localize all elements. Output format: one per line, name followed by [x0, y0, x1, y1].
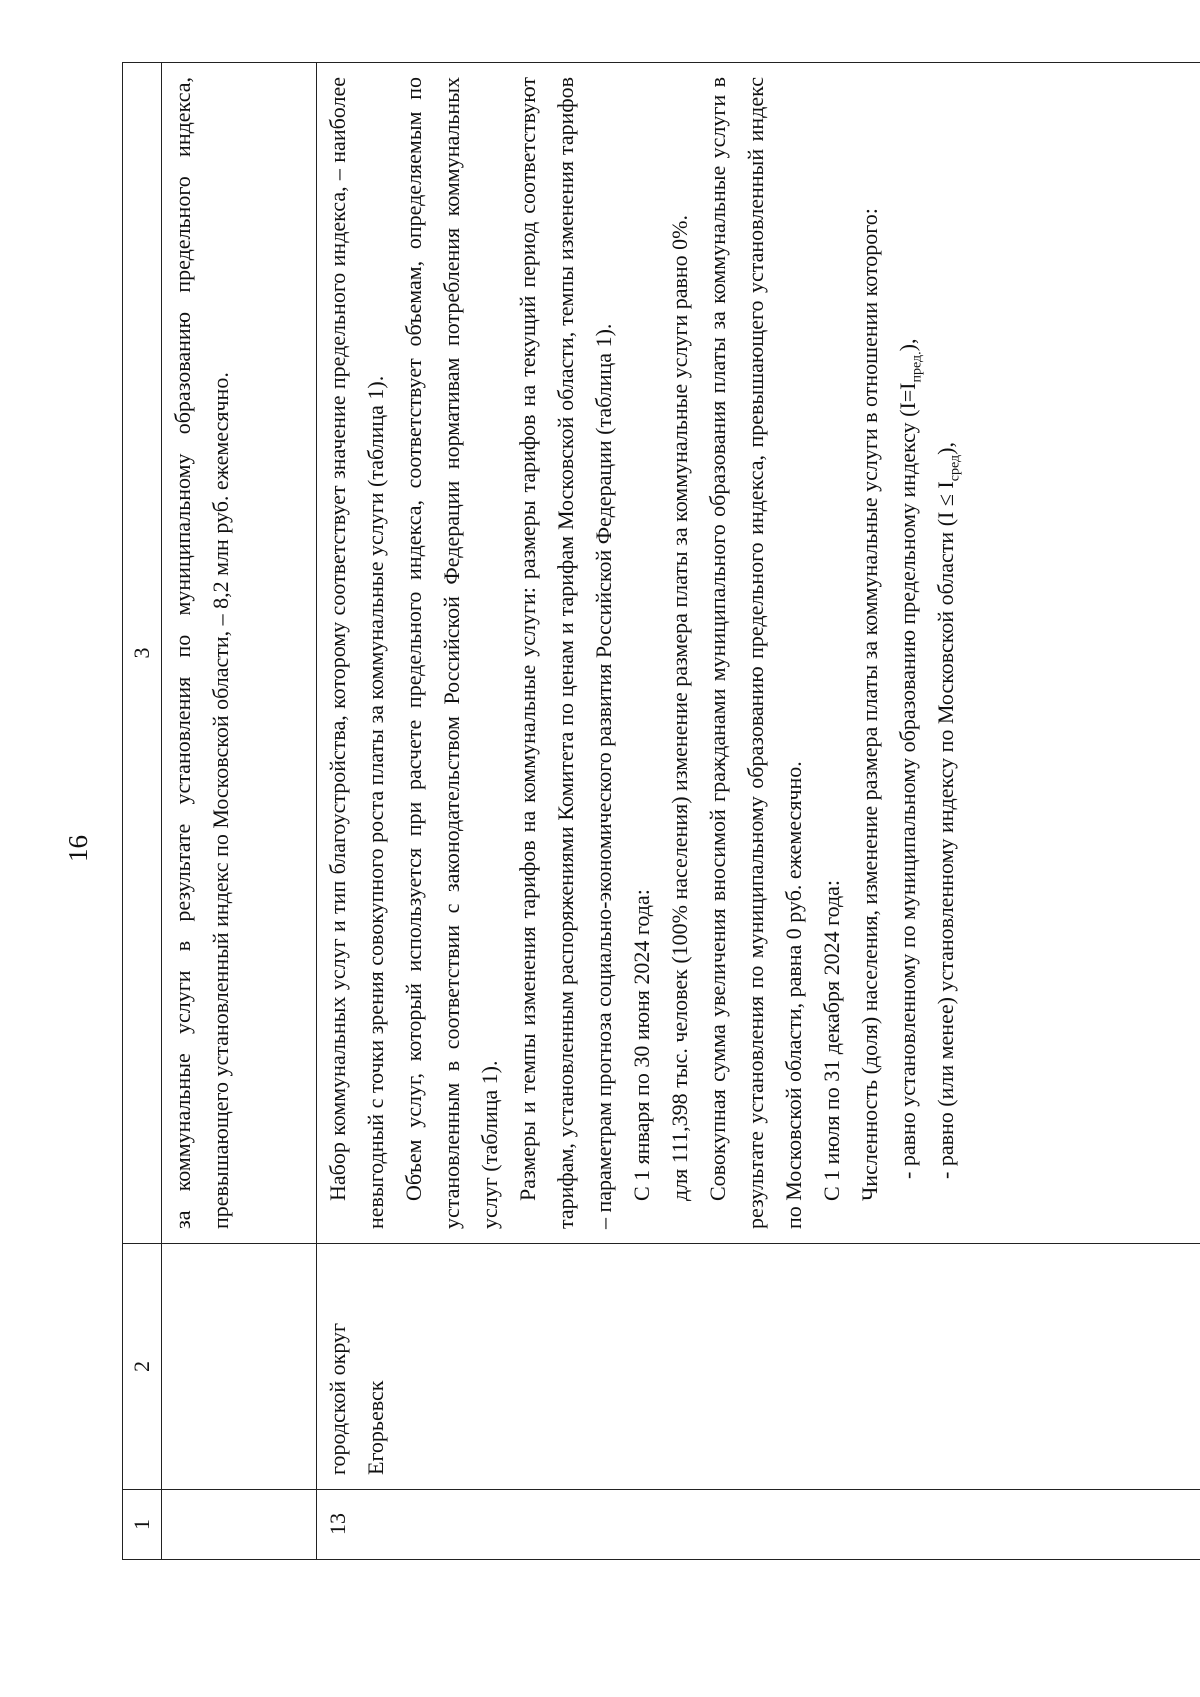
paragraph-tariff-rates: Размеры и темпы изменения тарифов на коммунальные услуги: размеры тарифов на текущий период соответствуют тарифам, установленным распоряжениями Комитета по ценам и тарифам Московской области, темпы изменения тарифов – параметрам прогноза социально-экономического развития Российской Федерации (таблица 1).	[515, 77, 616, 1229]
municipality-name: городской округ Егорьевск	[317, 1244, 1200, 1490]
page-number: 16	[63, 835, 93, 862]
bullet-average-index-tail: ),	[933, 442, 958, 455]
bullet-limit-index-sub: пред.	[909, 351, 925, 383]
table-row-13	[317, 63, 1200, 1560]
bullet-limit-index-text: - равно установленному по муниципальному образованию предельному индексу (I=I	[895, 382, 920, 1179]
paragraph-total-increase: Совокупная сумма увеличения вносимой гражданами муниципального образования платы за коммунальные услуги в результате установления по муниципальному образованию предельного индекса, превышающего установленный индекс по Московской области, равна 0 руб. ежемесячно.	[705, 77, 806, 1229]
bullet-limit-index-tail: ),	[895, 338, 920, 352]
document-table	[122, 62, 1200, 1560]
paragraph-population-share: Численность (доля) населения, изменение размера платы за коммунальные услуги в отношении которого:	[857, 208, 882, 1201]
continued-paragraph: за коммунальные услуги в результате установления по муниципальному образованию предельного индекса, превышающего установленный индекс по Московской области, – 8,2 млн руб. ежемесячно.	[170, 77, 233, 1229]
cell-number-empty	[162, 1490, 317, 1560]
cell-name-empty	[162, 1244, 317, 1490]
cell-continued-text	[162, 63, 317, 1244]
bullet-average-index-text: - равно (или менее) установленному индексу по Московской области (I ≤ I	[933, 481, 958, 1179]
row-number: 13	[317, 1490, 1200, 1560]
header-col-2: 2	[123, 1244, 162, 1490]
bullet-average-index-sub: сред	[947, 454, 963, 482]
paragraph-set-of-services: Набор коммунальных услуг и тип благоустройства, которому соответствует значение предельного индекса, – наиболее невыгодный с точки зрения совокупного роста платы за коммунальные услуги (таблица 1).	[325, 77, 388, 1229]
table-header-row	[123, 63, 162, 1560]
table-row-continued	[162, 63, 317, 1560]
row-13-description	[317, 63, 1200, 1244]
bullet-limit-index	[889, 77, 927, 1229]
paragraph-population-change: для 111,398 тыс. человек (100% населения) изменение размера платы за коммунальные услуги равно 0%.	[667, 215, 692, 1201]
header-col-3: 3	[123, 63, 162, 1244]
paragraph-volume-of-services: Объем услуг, который используется при расчете предельного индекса, соответствует объемам, определяемым по установленным в соответствии с законодательством Российской Федерации нормативам потребления коммунальных услуг (таблица 1).	[401, 77, 502, 1229]
bullet-average-index	[927, 77, 965, 1229]
paragraph-period-jan-jun: С 1 января по 30 июня 2024 года:	[629, 889, 654, 1201]
header-col-1: 1	[123, 1490, 162, 1560]
paragraph-period-jul-dec: С 1 июля по 31 декабря 2024 года:	[819, 879, 844, 1201]
